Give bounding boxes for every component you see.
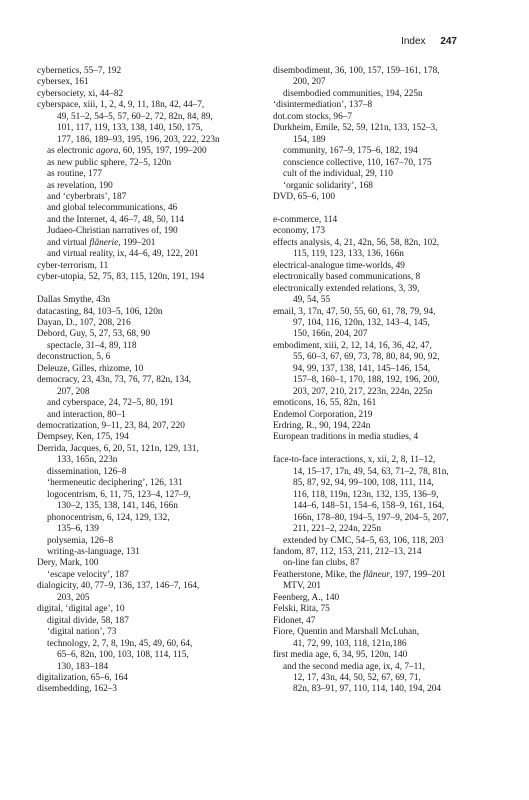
index-column-left (37, 66, 263, 696)
index-entry: democracy, 23, 43n, 73, 76, 77, 82n, 134, (37, 375, 192, 386)
index-subentry: logocentrism, 6, 11, 75, 123–4, 127–9, (47, 489, 191, 500)
index-entry: Erdring, R., 90, 194, 224n (273, 421, 371, 432)
index-subentry: 12, 17, 43n, 44, 50, 52, 67, 69, 71, (293, 672, 421, 683)
index-subentry: phonocentrism, 6, 124, 129, 132, (47, 512, 170, 523)
index-subentry: 130–2, 135, 138, 141, 146, 166n (57, 501, 178, 512)
index-subentry: 207, 208 (57, 386, 90, 397)
index-subentry: 130, 183–184 (57, 661, 109, 672)
index-subentry: digital divide, 58, 187 (47, 615, 129, 626)
index-entry: face-to-face interactions, x, xii, 2, 8, 11–12, (273, 455, 436, 466)
index-subentry: polysemia, 126–8 (47, 535, 114, 546)
index-subentry: 150, 166n, 204, 207 (293, 329, 368, 340)
index-entry: electronically based communications, 8 (273, 272, 421, 283)
index-entry: dialogicity, 40, 77–9, 136, 137, 146–7, 164, (37, 581, 200, 592)
index-entry: disembodiment, 36, 100, 157, 159–161, 178, (273, 66, 440, 76)
index-entry: Endemol Corporation, 219 (273, 409, 373, 420)
index-entry: email, 3, 17n, 47, 50, 55, 60, 61, 78, 79, 94, (273, 306, 436, 317)
index-subentry: 154, 189 (293, 134, 326, 145)
index-subentry: 97, 104, 116, 120n, 132, 143–4, 145, (293, 317, 430, 328)
index-subentry: and cyberspace, 24, 72–5, 80, 191 (47, 398, 174, 409)
index-subentry: 203, 207, 210, 217, 223n, 224n, 225n (293, 386, 433, 397)
index-entry: dot.com stocks, 96–7 (273, 111, 353, 122)
index-entry: Dayan, D., 107, 208, 216 (37, 317, 131, 328)
index-entry: Debord, Guy, 5, 27, 53, 68, 90 (37, 329, 151, 340)
index-entry: Dallas Smythe, 43n (37, 295, 111, 306)
index-entry: Durkheim, Emile, 52, 59, 121n, 133, 152–3, (273, 123, 438, 134)
index-entry: Dery, Mark, 100 (37, 558, 99, 569)
index-subentry: writing-as-language, 131 (47, 547, 140, 558)
index-subentry: as electronic agora, 60, 195, 197, 199–200 (47, 146, 207, 157)
index-subentry: 85, 87, 92, 94, 99–100, 108, 111, 114, (293, 478, 434, 489)
index-subentry: 203, 205 (57, 592, 90, 603)
index-entry: embodiment, xiii, 2, 12, 14, 16, 36, 42, 47, (273, 340, 432, 351)
index-subentry: MTV, 201 (283, 581, 322, 592)
index-entry: cyber-utopia, 52, 75, 83, 115, 120n, 191, 194 (37, 272, 205, 283)
index-subentry: 94, 99, 137, 138, 141, 145–146, 154, (293, 363, 431, 374)
index-letter-gap (273, 444, 499, 455)
index-entry: Felski, Rita, 75 (273, 604, 330, 615)
index-subentry: as routine, 177 (47, 169, 102, 180)
index-entry: cybernetics, 55–7, 192 (37, 66, 122, 76)
index-entry: DVD, 65–6, 100 (273, 191, 335, 202)
index-entry: electrical-analogue time-worlds, 49 (273, 260, 405, 271)
index-subentry: community, 167–9, 175–6, 182, 194 (283, 146, 418, 157)
index-subentry: and virtual reality, ix, 44–6, 49, 122, 201 (47, 249, 199, 260)
index-entry: datacasting, 84, 103–5, 106, 120n (37, 306, 163, 317)
index-subentry: 200, 207 (293, 77, 326, 88)
index-subentry: spectacle, 31–4, 89, 118 (47, 340, 137, 351)
index-subentry: and virtual flânerie, 199–201 (47, 237, 156, 248)
index-entry: cyberspace, xiii, 1, 2, 4, 9, 11, 18n, 42, 44–7, (37, 100, 205, 111)
index-subentry: and ‘cyberbrats’, 187 (47, 191, 127, 202)
index-subentry: ‘escape velocity’, 187 (47, 569, 129, 580)
index-subentry: technology, 2, 7, 8, 19n, 45, 49, 60, 64, (47, 638, 193, 649)
index-entry: cyber-terrorism, 11 (37, 260, 109, 271)
index-subentry: 115, 119, 123, 133, 136, 166n (293, 249, 404, 260)
index-entry: disembedding, 162–3 (37, 684, 118, 695)
index-subentry: ‘hermeneutic deciphering’, 126, 131 (47, 478, 183, 489)
index-subentry: as revelation, 190 (47, 180, 113, 191)
index-subentry: 49, 51–2, 54–5, 57, 60–2, 72, 82n, 84, 89, (57, 111, 213, 122)
index-entry: fandom, 87, 112, 153, 211, 212–13, 214 (273, 547, 422, 557)
index-entry: e-commerce, 114 (273, 214, 338, 225)
index-subentry: 135–6, 139 (57, 524, 99, 535)
index-subentry: 133, 165n, 223n (57, 455, 118, 466)
index-subentry: ‘digital nation’, 73 (47, 627, 117, 638)
index-subentry: 55, 60–3, 67, 69, 73, 78, 80, 84, 90, 92, (293, 352, 440, 363)
index-entry: Fiore, Quentin and Marshall McLuhan, (273, 627, 420, 638)
index-subentry: conscience collective, 110, 167–70, 175 (283, 157, 432, 168)
index-subentry: on-line fan clubs, 87 (283, 558, 360, 569)
index-subentry: 166n, 178–80, 194–5, 197–9, 204–5, 207, (293, 512, 449, 523)
index-subentry: cult of the individual, 29, 110 (283, 169, 393, 180)
index-subentry: 49, 54, 55 (293, 295, 331, 306)
index-entry: cybersex, 161 (37, 77, 89, 88)
index-subentry: 211, 221–2, 224n, 225n (293, 524, 381, 535)
index-entry: digitalization, 65–6, 164 (37, 673, 128, 683)
running-header-title: Index (401, 36, 426, 47)
index-entry: Fidonet, 47 (273, 615, 316, 626)
index-letter-gap (273, 203, 499, 214)
index-subentry: dissemination, 126–8 (47, 466, 127, 477)
index-subentry: Judaeo-Christian narratives of, 190 (47, 226, 178, 237)
index-entry: cybersociety, xi, 44–82 (37, 88, 124, 99)
index-subentry: and global telecommunications, 46 (47, 203, 178, 214)
index-subentry: 41, 72, 99, 103, 118, 121n,186 (293, 638, 407, 649)
index-entry: Featherstone, Mike, the flâneur, 197, 199–201 (273, 569, 446, 580)
page-number: 247 (440, 36, 457, 47)
index-entry: emoticons, 16, 55, 82n, 161 (273, 398, 377, 409)
running-header (401, 36, 457, 47)
index-column-right (273, 66, 499, 696)
index-subentry: and the second media age, ix, 4, 7–11, (283, 661, 425, 672)
index-subentry: as new public sphere, 72–5, 120n (47, 157, 172, 168)
index-entry: electronically extended relations, 3, 39, (273, 283, 420, 294)
index-subentry: and the Internet, 4, 46–7, 48, 50, 114 (47, 214, 185, 225)
index-entry: European traditions in media studies, 4 (273, 432, 419, 443)
index-subentry: 144–6, 148–51, 154–6, 158–9, 161, 164, (293, 501, 445, 512)
index-entry: Deleuze, Gilles, rhizome, 10 (37, 363, 144, 374)
index-subentry: and interaction, 80–1 (47, 409, 126, 420)
index-entry: Dempsey, Ken, 175, 194 (37, 432, 129, 443)
index-entry: ‘disintermediation’, 137–8 (273, 100, 373, 111)
index-entry: Derrida, Jacques, 6, 20, 51, 121n, 129, 131, (37, 443, 199, 454)
index-subentry: 157–8, 160–1, 170, 188, 192, 196, 200, (293, 375, 440, 386)
index-entry: economy, 173 (273, 226, 326, 237)
index-entry: effects analysis, 4, 21, 42n, 56, 58, 82n, 102, (273, 237, 440, 248)
index-letter-gap (37, 284, 263, 295)
index-entry: first media age, 6, 34, 95, 120n, 140 (273, 650, 408, 661)
index-entry: deconstruction, 5, 6 (37, 352, 111, 363)
index-subentry: 65–6, 82n, 100, 103, 108, 114, 115, (57, 650, 189, 661)
index-subentry: 116, 118, 119n, 123n, 132, 135, 136–9, (293, 489, 439, 500)
index-subentry: 101, 117, 119, 133, 138, 140, 150, 175, (57, 123, 203, 134)
index-subentry: 82n, 83–91, 97, 110, 114, 140, 194, 204 (293, 684, 442, 695)
index-subentry: ‘organic solidarity’, 168 (283, 180, 373, 191)
index-subentry: 14, 15–17, 17n, 49, 54, 63, 71–2, 78, 81n, (293, 466, 449, 477)
index-subentry: 177, 186, 189–93, 195, 196, 203, 222, 223n (57, 134, 220, 145)
index-entry: democratization, 9–11, 23, 84, 207, 220 (37, 421, 185, 432)
index-subentry: disembodied communities, 194, 225n (283, 88, 423, 99)
index-entry: Feenberg, A., 140 (273, 592, 340, 603)
index-subentry: extended by CMC, 54–5, 63, 106, 118, 203 (283, 535, 444, 546)
index-entry: digital, ‘digital age’, 10 (37, 604, 125, 615)
